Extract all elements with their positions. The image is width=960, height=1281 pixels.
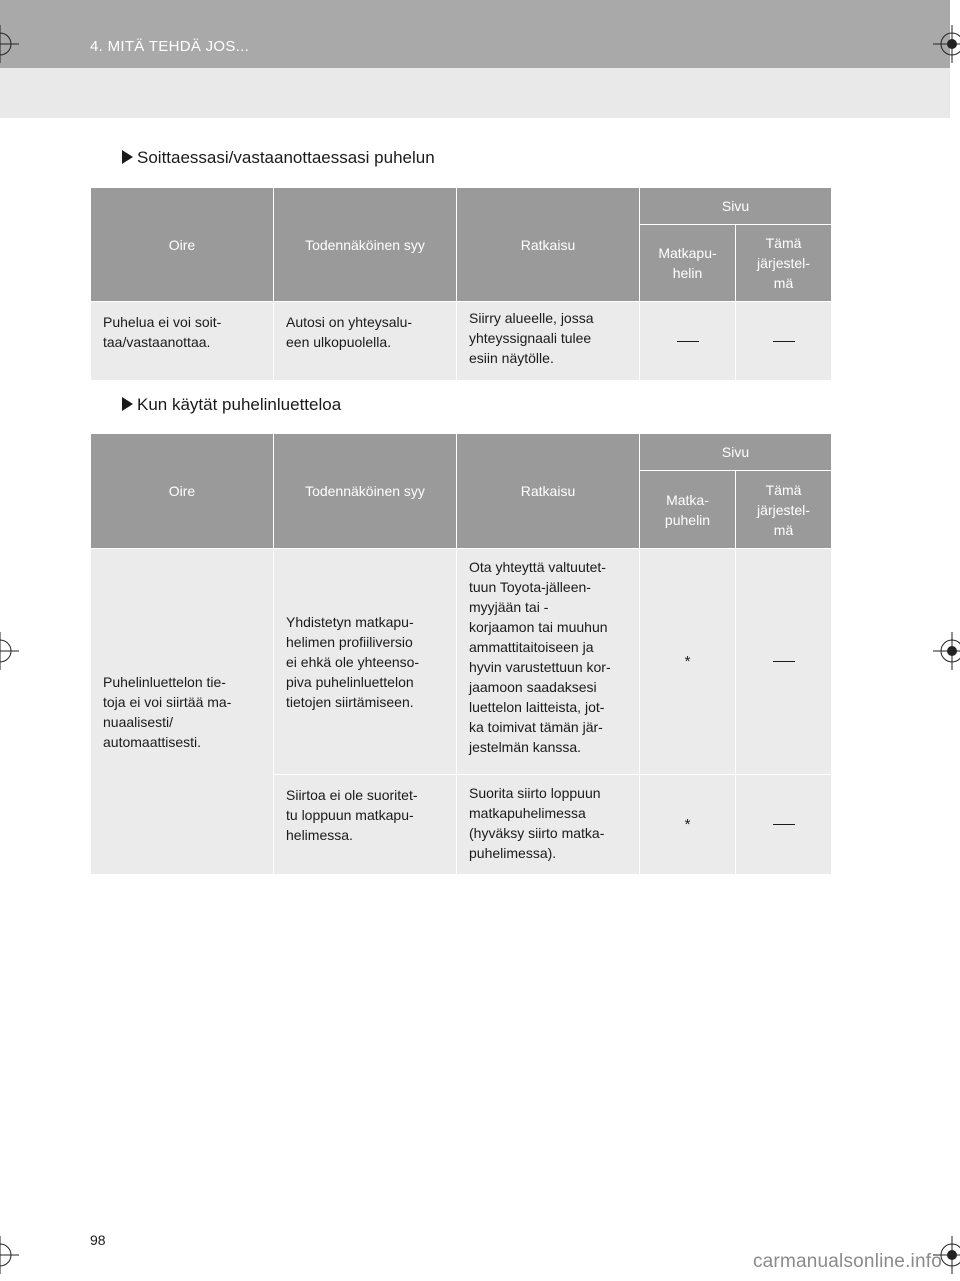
cell-cause: Autosi on yhteysalu- een ulkopuolella. <box>274 302 457 381</box>
section-heading-text: Soittaessasi/vastaanottaessasi puhelun <box>137 148 435 167</box>
cell-solution: Ota yhteyttä valtuutet- tuun Toyota-jälleen- myyjään tai - korjaamon tai muuhun ammattitaitoiseen ja hyvin varustettuun kor- jaamoon saadaksesi luettelon laitteista, jot- ka toimivat tämän jär- jestelmän kanssa. <box>457 549 640 775</box>
cell-cause: Siirtoa ei ole suoritet- tu loppuun matkapu- helimessa. <box>274 775 457 875</box>
cell-solution: Suorita siirto loppuun matkapuhelimessa (hyväksy siirto matka- puhelimessa). <box>457 775 640 875</box>
column-header-phone: Matka- puhelin <box>640 471 736 549</box>
column-header-syy: Todennäköinen syy <box>274 434 457 549</box>
column-header-system: Tämä järjestel- mä <box>736 225 832 302</box>
troubleshooting-table <box>90 433 832 875</box>
column-header-phone: Matkapu- helin <box>640 225 736 302</box>
dash-icon <box>773 824 795 825</box>
column-header-oire: Oire <box>91 434 274 549</box>
column-header-oire: Oire <box>91 188 274 302</box>
cell-system-page <box>736 775 832 875</box>
triangle-bullet-icon <box>122 397 133 411</box>
column-header-ratkaisu: Ratkaisu <box>457 434 640 549</box>
dash-icon <box>773 661 795 662</box>
table-row <box>91 549 832 775</box>
cell-solution: Siirry alueelle, jossa yhteyssignaali tulee esiin näytölle. <box>457 302 640 381</box>
cell-symptom: Puhelua ei voi soit- taa/vastaanottaa. <box>91 302 274 381</box>
cell-symptom: Puhelinluettelon tie- toja ei voi siirtää ma- nuaalisesti/ automaattisesti. <box>91 549 274 875</box>
cell-phone-page: * <box>640 775 736 875</box>
page-number: 98 <box>90 1232 106 1248</box>
section-heading <box>122 395 341 415</box>
crop-mark-icon <box>933 25 960 63</box>
header-subband <box>0 68 950 118</box>
table-row <box>91 302 832 381</box>
column-header-ratkaisu: Ratkaisu <box>457 188 640 302</box>
triangle-bullet-icon <box>122 150 133 164</box>
cell-phone-page: * <box>640 549 736 775</box>
dash-icon <box>677 341 699 342</box>
column-header-sivu: Sivu <box>640 188 832 225</box>
header-band <box>0 0 950 68</box>
cell-system-page <box>736 549 832 775</box>
cell-system-page <box>736 302 832 381</box>
chapter-title: 4. MITÄ TEHDÄ JOS... <box>90 38 250 55</box>
watermark: carmanualsonline.info <box>752 1251 942 1272</box>
troubleshooting-table <box>90 187 832 381</box>
cell-phone-page <box>640 302 736 381</box>
cell-cause: Yhdistetyn matkapu- helimen profiiliversio ei ehkä ole yhteenso- piva puhelinluettelon tietojen siirtämiseen. <box>274 549 457 775</box>
crop-mark-icon <box>0 632 19 670</box>
crop-mark-icon <box>0 25 19 63</box>
section-heading <box>122 148 435 168</box>
section-heading-text: Kun käytät puhelinluetteloa <box>137 395 342 414</box>
column-header-sivu: Sivu <box>640 434 832 471</box>
column-header-system: Tämä järjestel- mä <box>736 471 832 549</box>
dash-icon <box>773 341 795 342</box>
column-header-syy: Todennäköinen syy <box>274 188 457 302</box>
crop-mark-icon <box>0 1236 19 1274</box>
crop-mark-icon <box>933 632 960 670</box>
